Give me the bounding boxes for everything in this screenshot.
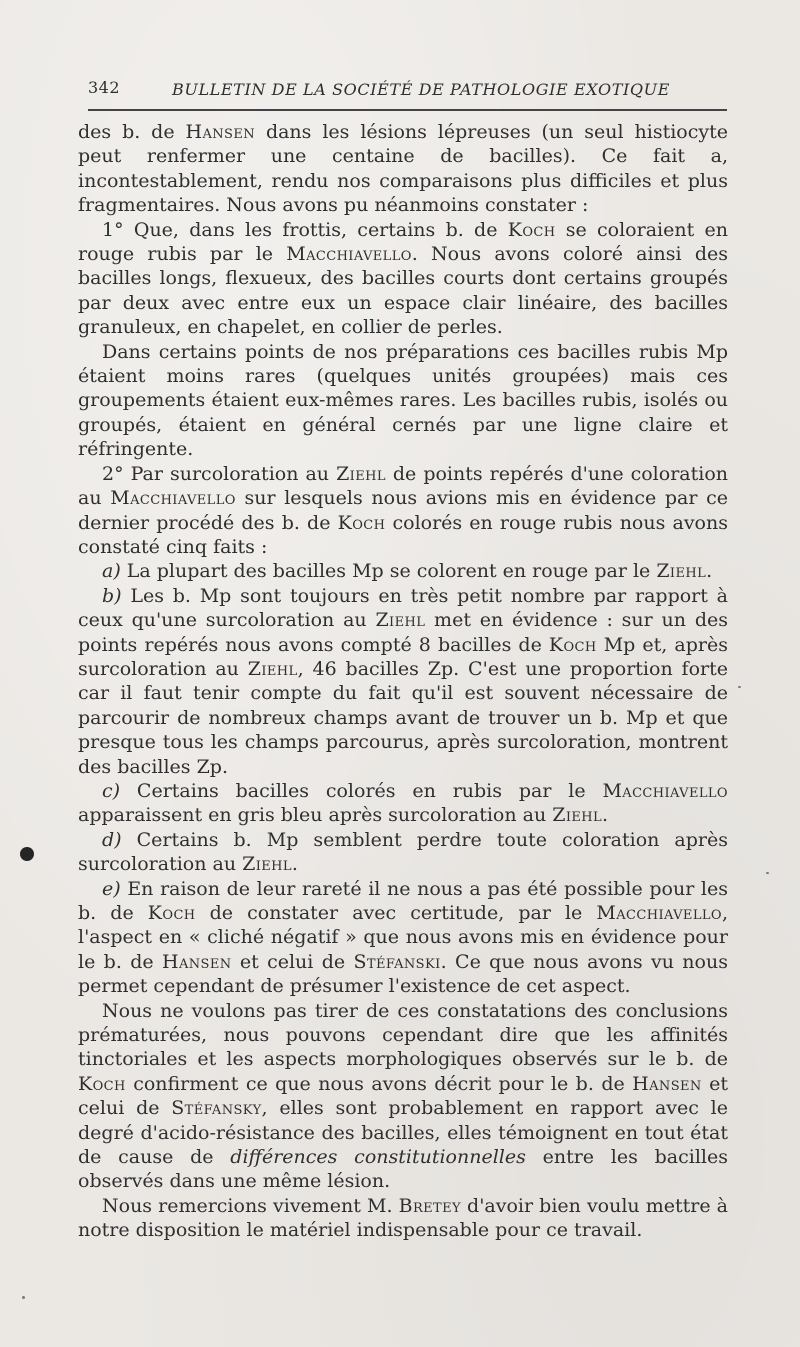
author-name: Stéfansky (171, 1097, 262, 1120)
page-header (88, 76, 728, 110)
paragraph-4 (78, 462, 728, 560)
author-name: Koch (78, 1072, 126, 1095)
emphasis-phrase: différences constitutionnelles (230, 1146, 526, 1169)
text-run: entre les bacilles observés dans une même lésion. (78, 1146, 728, 1193)
text-run: des b. de (78, 121, 186, 143)
text-run: , elles sont probablement en rapport avec le degré d'acido-résistance des bacilles, elles témoignent en tout état de cause de (78, 1097, 728, 1169)
paragraph-item-d (78, 828, 728, 877)
item-label: a) (102, 560, 121, 583)
paragraph-conclusion (78, 999, 728, 1194)
text-run: confirment ce que nous avons décrit pour le b. de (125, 1072, 633, 1095)
paragraph-item-e (78, 877, 728, 999)
author-name: Hansen (185, 121, 256, 143)
author-name: Koch (507, 218, 556, 241)
text-run: met en évidence : sur un des points repérés nous avons compté 8 bacilles de (78, 609, 728, 656)
text-run: et celui de (231, 950, 354, 973)
author-name: Koch (337, 511, 386, 534)
text-run: 2° Par surcoloration au (102, 462, 337, 485)
item-label: d) (102, 828, 122, 851)
text-run: . Ce que nous avons vu nous permet cependant de présumer l'existence de cet aspect. (78, 950, 728, 998)
author-name: Bretey (398, 1194, 461, 1217)
author-name: Hansen (632, 1072, 702, 1095)
text-run: Les b. Mp sont toujours en très petit nombre par rapport à ceux qu'une surcoloration au (78, 584, 728, 632)
text-run: se coloraient en rouge rubis par le (78, 218, 728, 266)
text-run: sur lesquels nous avions mis en évidence par ce dernier procédé des b. de (78, 487, 728, 534)
author-name: Ziehl (656, 560, 707, 583)
header-rule (88, 109, 727, 111)
text-run: La plupart des bacilles Mp se colorent en rouge par le (120, 560, 657, 583)
paragraph-1 (78, 120, 728, 218)
author-name: Koch (548, 633, 597, 656)
author-name: Macchiavello (110, 487, 236, 510)
text-run: En raison de leur rareté il ne nous a pas été possible pour les b. de (78, 877, 728, 924)
author-name: Koch (147, 902, 196, 924)
paragraph-2 (78, 218, 728, 340)
paper-speck (766, 872, 769, 874)
text-run: dans les lésions lépreuses (un seul histiocyte peut renfermer une centaine de bacilles). Ce fait a, incontestablement, rendu nos comparaisons plus difficiles et plus fragmentaires. Nous avons pu néanmoins constater : (78, 121, 729, 217)
text-run: de points repérés d'une coloration au (78, 462, 728, 510)
text-run: Certains b. Mp semblent perdre toute coloration après surcoloration au (78, 828, 728, 876)
paper-speck (22, 1296, 25, 1299)
author-name: Hansen (161, 950, 232, 973)
paragraph-3 (78, 340, 728, 462)
author-name: Ziehl (375, 609, 426, 632)
text-run: colorés en rouge rubis nous avons constaté cinq faits : (78, 511, 728, 558)
text-run: Nous ne voulons pas tirer de ces constatations des conclusions prématurées, nous pouvons cependant dire que les affinités tinctoriales et les aspects morphologiques observés sur le b. de (78, 999, 728, 1071)
text-run: . (706, 560, 713, 583)
author-name: Ziehl (242, 853, 292, 876)
paragraph-item-a (78, 559, 728, 583)
text-run: , 46 bacilles Zp. C'est une proportion forte car il faut tenir compte du fait qu'il est souvent nécessaire de parcourir de nombreux champs avant de trouver un b. Mp et que presque tous les champs parcourus, après surcoloration, montrent des bacilles Zp. (78, 657, 728, 778)
author-name: Macchiavello (596, 902, 722, 924)
margin-ink-dot (20, 847, 34, 861)
author-name: Macchiavello (602, 779, 728, 802)
text-run: . Nous avons coloré ainsi des bacilles longs, flexueux, des bacilles courts dont certains groupés par deux avec entre eux un espace clair linéaire, des bacilles granuleux, en chapelet, en collier de perles. (78, 243, 728, 339)
paragraph-item-b (78, 584, 728, 779)
text-run: . (291, 853, 298, 876)
author-name: Ziehl (336, 462, 386, 485)
text-run: , l'aspect en « cliché négatif » que nous avons mis en évidence pour le b. de (78, 902, 728, 973)
text-run: de constater avec certitude, par le (195, 902, 597, 924)
author-name: Stéfanski (353, 950, 441, 973)
text-run: et celui de (78, 1072, 729, 1120)
text-run: Mp et, après surcoloration au (78, 633, 728, 680)
item-label: c) (102, 779, 121, 802)
author-name: Ziehl (552, 804, 603, 827)
text-run: Nous remercions vivement M. (102, 1194, 399, 1217)
page-number: 342 (88, 78, 121, 97)
paragraph-item-c (78, 779, 728, 828)
running-title: BULLETIN DE LA SOCIÉTÉ DE PATHOLOGIE EXOTIQUE (172, 80, 670, 99)
author-name: Macchiavello (286, 243, 412, 266)
text-run: apparaissent en gris bleu après surcoloration au (78, 804, 553, 827)
text-run: Dans certains points de nos préparations ces bacilles rubis Mp étaient moins rares (quelques unités groupées) mais ces groupements étaient eux-mêmes rares. Les bacilles rubis, isolés ou groupés, étaient en général cernés par une ligne claire et réfringente. (78, 340, 728, 461)
paragraph-acknowledgement (78, 1194, 728, 1243)
text-run: Certains bacilles colorés en rubis par le (120, 779, 603, 802)
text-run: 1° Que, dans les frottis, certains b. de (102, 218, 508, 241)
item-label: e) (102, 877, 121, 900)
item-label: b) (102, 584, 122, 607)
text-run: . (602, 804, 609, 827)
text-run: d'avoir bien voulu mettre à notre disposition le matériel indispensable pour ce travail. (78, 1194, 728, 1242)
paper-speck (738, 686, 741, 688)
article-body (78, 120, 728, 1243)
author-name: Ziehl (247, 657, 298, 680)
